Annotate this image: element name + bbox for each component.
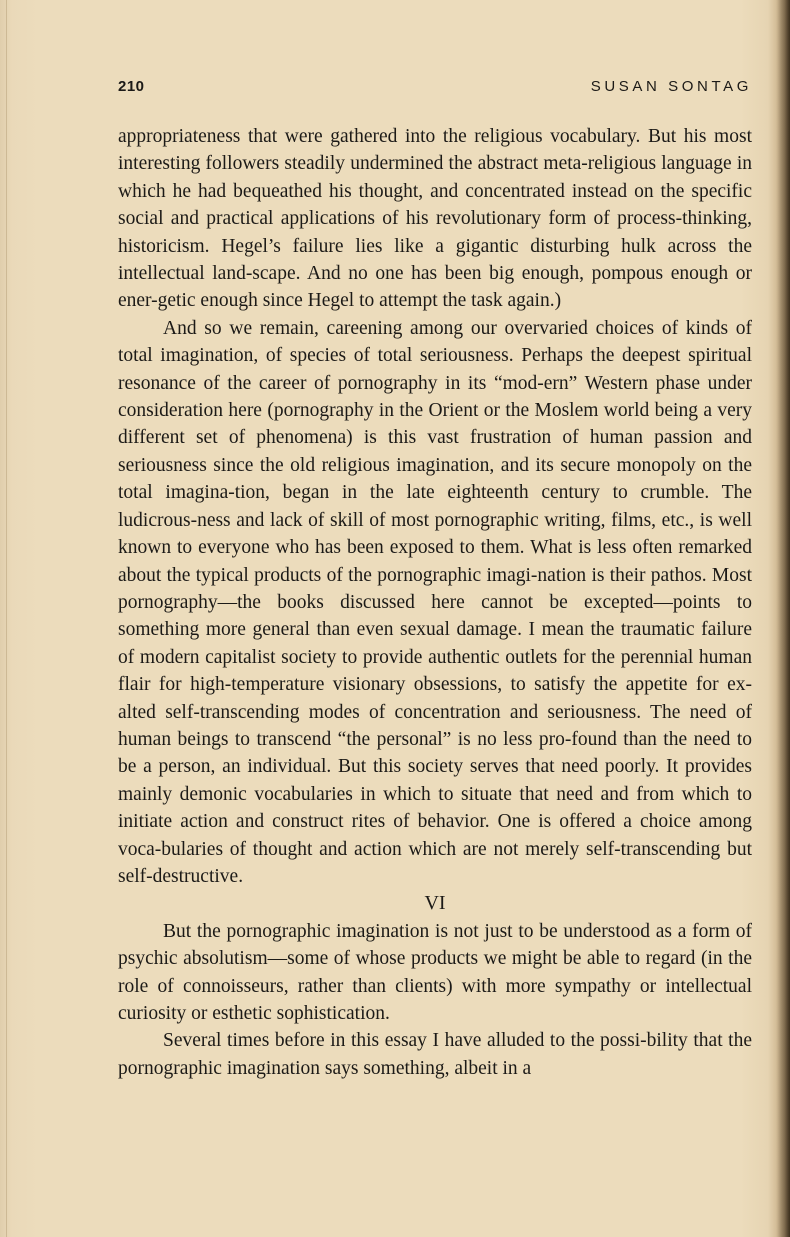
- running-head: [118, 78, 752, 102]
- paragraph-continued: appropriateness that were gathered into the religious vocabulary. But his most interesting followers steadily undermined the abstract meta-religious language in which he had bequeathed his thought, and concentrated instead on the specific social and practical applications of his revolutionary form of process-thinking, historicism. Hegel’s failure lies like a gigantic disturbing hulk across the intellectual land-scape. And no one has been big enough, pompous enough or ener-getic enough since Hegel to attempt the task again.): [118, 126, 752, 312]
- page-number: 210: [118, 78, 145, 95]
- paragraph: Several times before in this essay I have alluded to the possi-bility that the pornographic imagination says something, albeit in a: [118, 1030, 752, 1079]
- section-number: VI: [424, 892, 446, 915]
- body-text: [118, 123, 752, 1082]
- page-gutter-line: [6, 0, 7, 1237]
- paragraph: And so we remain, careening among our overvaried choices of kinds of total imagination, of species of total seriousness. Perhaps the deepest spiritual resonance of the career of pornography in its “mod-ern” Western phase under consideration here (pornography in the Orient or the Moslem world being a very different set of phenomena) is this vast frustration of human passion and seriousness since the old religious imagination, and its secure monopoly on the total imagina-tion, began in the late eighteenth century to crumble. The ludicrous-ness and lack of skill of most pornographic writing, films, etc., is well known to everyone who has been exposed to them. What is less often remarked about the typical products of the pornographic imagi-nation is their pathos. Most pornography—the books discussed here cannot be excepted—points to something more general than even sexual damage. I mean the traumatic failure of modern capitalist society to provide authentic outlets for the perennial human flair for high-temperature visionary obsessions, to satisfy the appetite for ex-alted self-transcending modes of concentration and seriousness. The need of human beings to transcend “the personal” is no less pro-found than the need to be a person, an individual. But this society serves that need poorly. It provides mainly demonic vocabularies in which to situate that need and from which to initiate action and construct rites of behavior. One is offered a choice among voca-bularies of thought and action which are not merely self-transcending but self-destructive.: [118, 317, 752, 887]
- paragraph: But the pornographic imagination is not just to be understood as a form of psychic absolutism—some of whose products we might be able to regard (in the role of connoisseurs, rather than clients) with more sympathy or intellectual curiosity or esthetic sophistication.: [118, 920, 752, 1024]
- running-head-title: SUSAN SONTAG: [590, 78, 752, 95]
- page-edge-shadow: [776, 0, 790, 1237]
